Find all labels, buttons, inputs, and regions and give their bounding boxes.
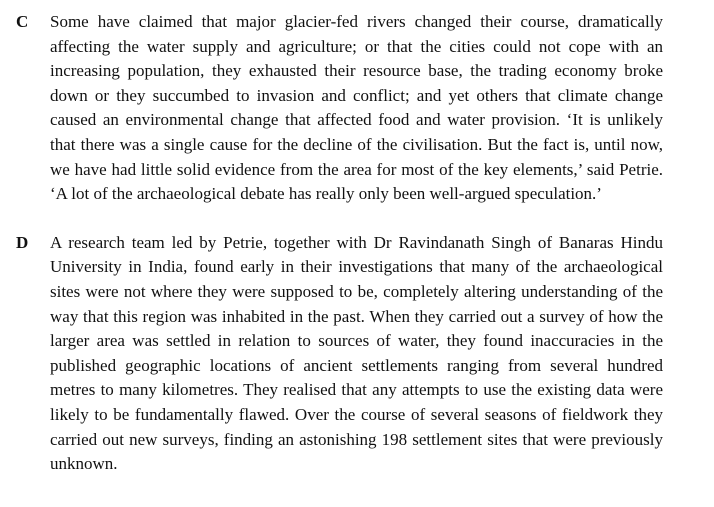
paragraph-text: A research team led by Petrie, together with Dr Ravindanath Singh of Banaras Hindu University in India, found early in their investigations that many of the archaeological sites were not where they were supposed to be, completely altering understanding of the way that this region was inhabited in the past. When they carried out a survey of how the larger area was settled in relation to sources of water, they found inaccuracies in the published geographic locations of ancient settlements ranging from several hundred metres to many kilometres. They realised that any attempts to use the existing data were likely to be fundamentally flawed. Over the course of several seasons of fieldwork they carried out new surveys, finding an astonishing 198 settlement sites that were previously unknown. xyxy=(50,232,663,474)
paragraph-letter: C xyxy=(16,12,29,31)
paragraph-text: Some have claimed that major glacier-fed rivers changed their course, dramatically affecting the water supply and agriculture; or that the cities could not cope with an increasing population, they exhausted their resource base, the trading economy broke down or they succumbed to invasion and conflict; and yet others that climate change caused an environmental change that affected food and water provision. ‘It is unlikely that there was a single cause for the decline of the civilisation. But the fact is, until now, we have had little solid evidence from the area for most of the key elements,’ said Petrie. ‘A lot of the archaeological debate has really only been well-argued speculation.’ xyxy=(50,12,663,204)
paragraph-section-d xyxy=(0,231,714,477)
paragraph-section-c xyxy=(0,10,714,207)
paragraph-letter: D xyxy=(16,232,29,252)
